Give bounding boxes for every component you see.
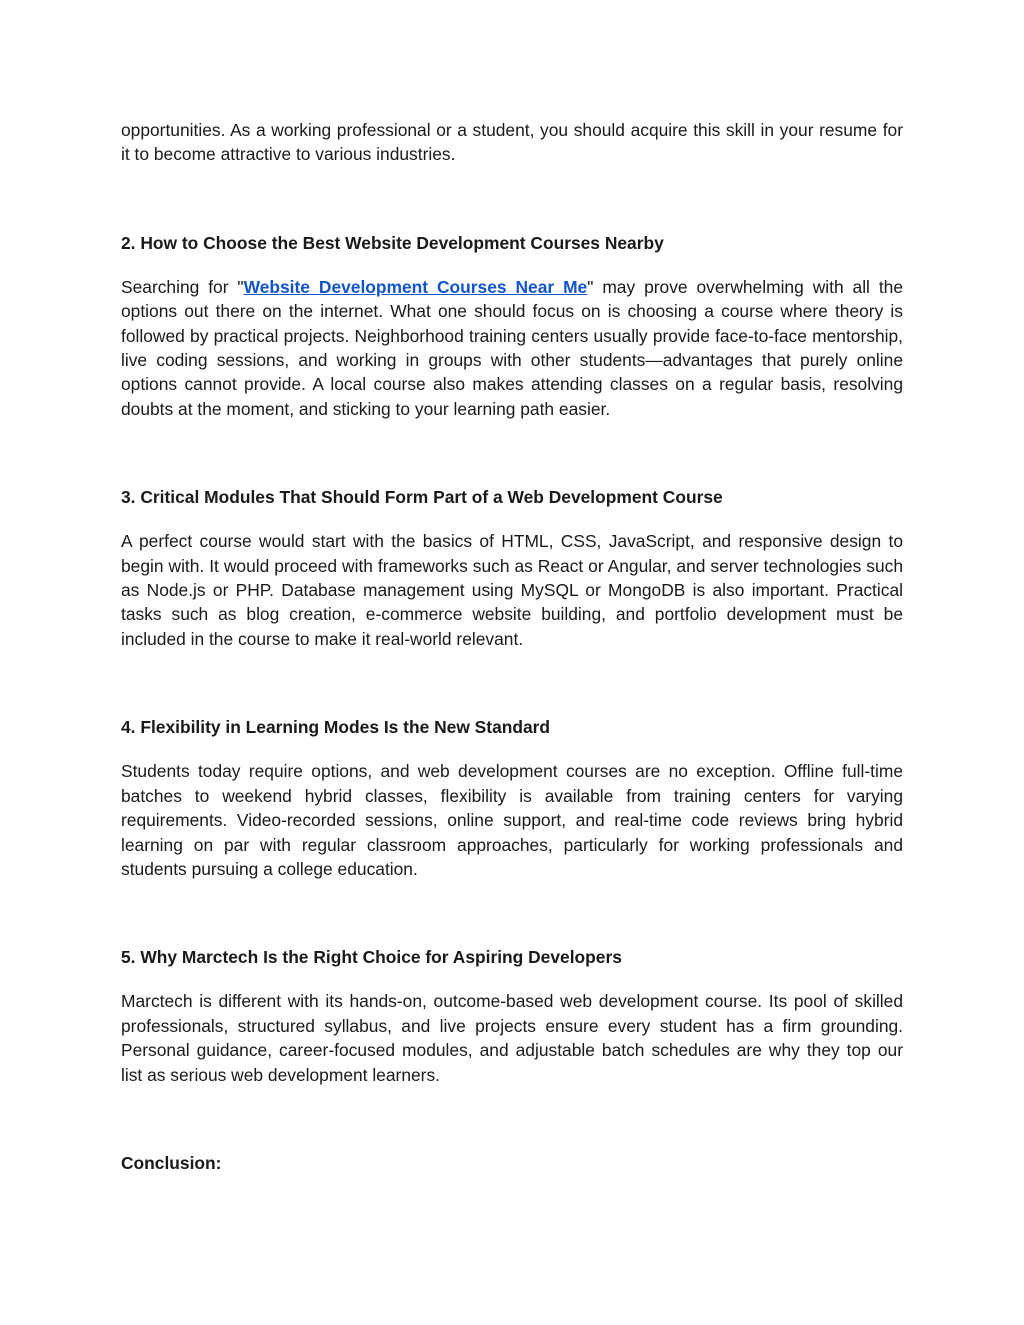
section-3-paragraph: A perfect course would start with the basics of HTML, CSS, JavaScript, and responsive design to begin with. It would proceed with frameworks such as React or Angular, and server technologies such as Node.js or PHP. Database management using MySQL or MongoDB is also important. Practical tasks such as blog creation, e-commerce website building, and portfolio development must be included in the course to make it real-world relevant. (121, 531, 903, 649)
section-4-paragraph: Students today require options, and web development courses are no exception. Offline full-time batches to weekend hybrid classes, flexibility is available from training centers for varying requirements. Video-recorded sessions, online support, and real-time code reviews bring hybrid learning on par with regular classroom approaches, particularly for working professionals and students pursuing a college education. (121, 761, 903, 879)
spacer (121, 881, 903, 945)
section-3-heading: 3. Critical Modules That Should Form Part of a Web Development Course (121, 487, 723, 508)
section-2-paragraph (121, 275, 903, 421)
section-2-text-before-link: Searching for " (121, 276, 244, 297)
spacer (121, 167, 903, 231)
spacer (121, 651, 903, 715)
section-5-heading: 5. Why Marctech Is the Right Choice for Aspiring Developers (121, 947, 622, 968)
courses-near-me-link[interactable]: Website Development Courses Near Me (243, 276, 588, 297)
spacer (121, 255, 903, 275)
spacer (121, 739, 903, 759)
document-page (121, 118, 903, 1175)
spacer (121, 421, 903, 485)
section-4-heading: 4. Flexibility in Learning Modes Is the New Standard (121, 717, 551, 738)
spacer (121, 1087, 903, 1151)
section-2-text-after-link: " may prove overwhelming with all the options out there on the internet. What one should focus on is choosing a course where theory is followed by practical projects. Neighborhood training centers usually provide face-to-face mentorship, live coding sessions, and working in groups with other students—advantages that purely online options cannot provide. A local course also makes attending classes on a regular basis, resolving doubts at the moment, and sticking to your learning path easier. (121, 276, 904, 419)
section-2-heading: 2. How to Choose the Best Website Development Courses Nearby (121, 232, 664, 253)
intro-paragraph: opportunities. As a working professional or a student, you should acquire this skill in your resume for it to become attractive to various industries. (121, 120, 903, 165)
spacer (121, 969, 903, 989)
section-5-paragraph: Marctech is different with its hands-on, outcome-based web development course. Its pool of skilled professionals, structured syllabus, and live projects ensure every student has a firm grounding. Personal guidance, career-focused modules, and adjustable batch schedules are why they top our list as serious web development learners. (121, 991, 903, 1085)
spacer (121, 509, 903, 529)
conclusion-heading: Conclusion: (121, 1152, 222, 1173)
